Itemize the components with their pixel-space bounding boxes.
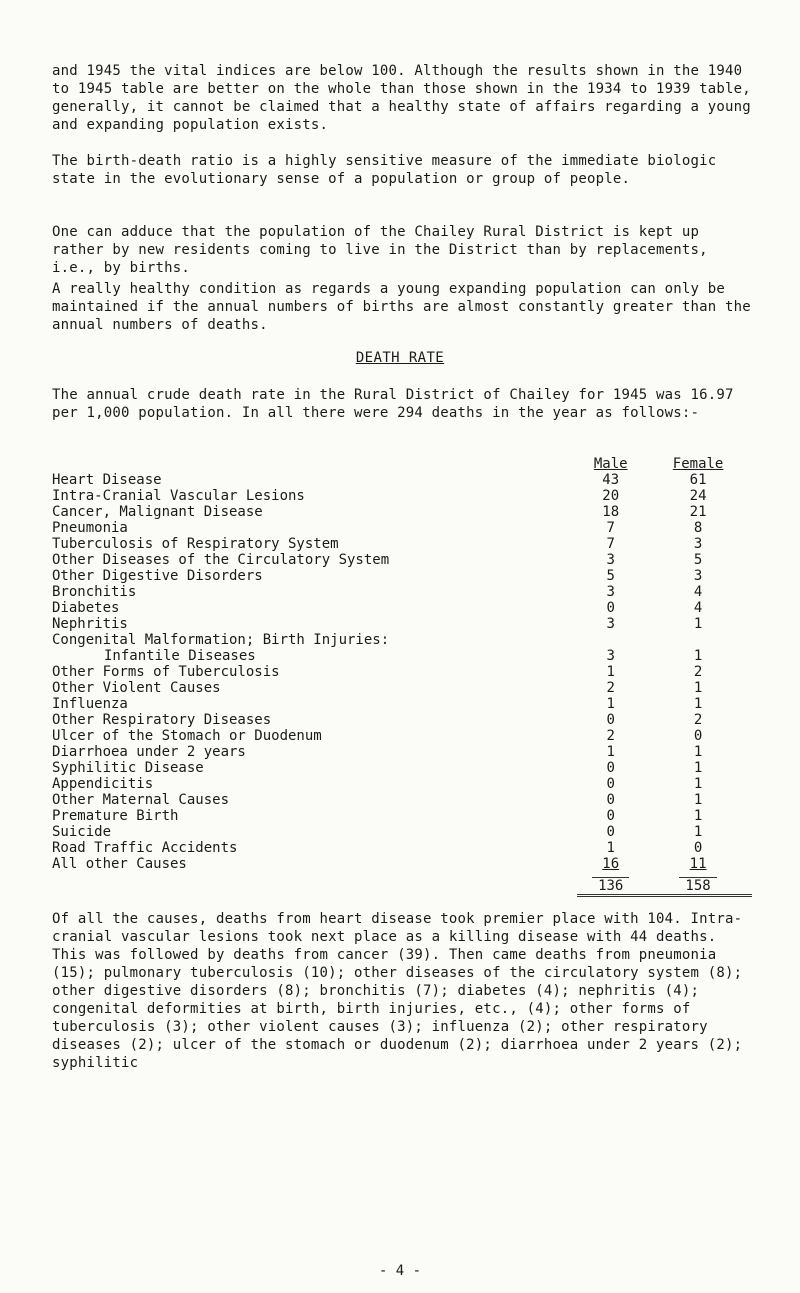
total-male-value: 136 (592, 877, 629, 894)
paragraph-birth-death-ratio: The birth-death ratio is a highly sensitive measure of the immediate biologic state in the evolutionary sense of a population or group of people. (52, 153, 726, 187)
female-cell (644, 840, 752, 856)
cause-cell-text: Other Diseases of the Circulatory System (52, 552, 390, 568)
male-cell-text: 1 (606, 664, 615, 680)
female-cell (644, 824, 752, 840)
male-cell-text: 7 (606, 520, 615, 536)
total-female (644, 872, 752, 896)
cause-cell-text: Diarrhoea under 2 years (52, 744, 246, 760)
male-cell (577, 600, 644, 616)
cause-cell-text: Other Violent Causes (52, 680, 221, 696)
male-cell (577, 808, 644, 824)
cause-cell-text: Suicide (52, 824, 112, 840)
female-cell-text: 1 (693, 824, 703, 840)
female-cell (644, 632, 752, 648)
cause-cell-text: Nephritis (52, 616, 128, 632)
male-cell (577, 536, 644, 552)
cause-cell (52, 856, 577, 872)
male-cell (577, 840, 644, 856)
male-cell-text: 0 (606, 712, 615, 728)
cause-cell (52, 616, 577, 632)
table-row (52, 584, 752, 600)
table-row (52, 600, 752, 616)
cause-cell (52, 552, 577, 568)
cause-cell (52, 584, 577, 600)
female-cell (644, 504, 752, 520)
table-row (52, 760, 752, 776)
female-cell-text: 1 (693, 648, 703, 664)
male-cell-text: 0 (606, 808, 615, 824)
female-cell-text: 1 (693, 744, 703, 760)
cause-cell-text: Pneumonia (52, 520, 128, 536)
cause-cell-text: Syphilitic Disease (52, 760, 204, 776)
male-cell-text: 0 (606, 760, 615, 776)
female-cell-text: 1 (693, 792, 703, 808)
header-female-label: Female (672, 456, 724, 472)
table-row (52, 808, 752, 824)
table-row (52, 664, 752, 680)
table-row (52, 840, 752, 856)
cause-cell-text: Ulcer of the Stomach or Duodenum (52, 728, 322, 744)
total-male (577, 872, 644, 896)
female-cell-text: 11 (689, 856, 707, 872)
cause-cell (52, 824, 577, 840)
cause-cell (52, 504, 577, 520)
male-cell (577, 680, 644, 696)
cause-cell-text: Appendicitis (52, 776, 154, 792)
table-row (52, 472, 752, 488)
female-cell-text: 1 (693, 808, 703, 824)
table-row (52, 744, 752, 760)
female-cell-text: 0 (693, 840, 703, 856)
female-cell (644, 472, 752, 488)
totals-row (52, 872, 752, 896)
header-male (577, 456, 644, 472)
male-cell (577, 776, 644, 792)
cause-cell (52, 680, 577, 696)
male-cell-text: 3 (606, 648, 615, 664)
table-row (52, 792, 752, 808)
section-heading-text: DEATH RATE (355, 350, 445, 366)
table-row (52, 728, 752, 744)
female-cell (644, 712, 752, 728)
male-cell (577, 632, 644, 648)
cause-cell (52, 696, 577, 712)
cause-cell (52, 712, 577, 728)
male-cell (577, 552, 644, 568)
male-cell (577, 648, 644, 664)
male-cell (577, 696, 644, 712)
table-header-row (52, 456, 752, 472)
cause-cell-text: Diabetes (52, 600, 120, 616)
cause-cell-text: Cancer, Malignant Disease (52, 504, 263, 520)
female-cell-text: 1 (693, 776, 703, 792)
cause-cell (52, 728, 577, 744)
male-cell (577, 616, 644, 632)
male-cell-text: 0 (606, 776, 615, 792)
cause-cell (52, 776, 577, 792)
table-row (52, 488, 752, 504)
cause-cell-text: All other Causes (52, 856, 187, 872)
totals-label (52, 872, 577, 896)
female-cell (644, 600, 752, 616)
male-cell (577, 744, 644, 760)
paragraph-causes-summary: Of all the causes, deaths from heart disease took premier place with 104. Intra-cranial vascular lesions took next place as a killing disease with 44 deaths. This was followed by deaths from cancer (39). Then came deaths from pneumonia (15); pulmonary tuberculosis (10); other diseases of the circulatory system (8); other digestive disorders (8); bronchitis (7); diabetes (4); nephritis (4); congenital deformities at birth, birth injuries, etc., (4); other forms of tuberculosis (3); other violent causes (3); influenza (2); other respiratory diseases (2); ulcer of the stomach or duodenum (2); diarrhoea under 2 years (2); syphilitic (52, 911, 751, 1071)
header-cause (52, 456, 577, 472)
table-row (52, 520, 752, 536)
male-cell-text: 18 (602, 504, 620, 520)
page-number: - 4 - (378, 1263, 422, 1279)
female-cell (644, 856, 752, 872)
cause-cell (52, 792, 577, 808)
table-row (52, 648, 752, 664)
male-cell-text: 1 (606, 840, 615, 856)
female-cell (644, 792, 752, 808)
female-cell-text: 4 (693, 584, 703, 600)
cause-cell-text: Tuberculosis of Respiratory System (52, 536, 339, 552)
male-cell-text: 3 (606, 584, 615, 600)
male-cell-text: 5 (606, 568, 615, 584)
female-cell-text: 3 (693, 536, 703, 552)
paragraph-vital-indices: and 1945 the vital indices are below 100. Although the results shown in the 1940 to 1945 table are better on the whole than those shown in the 1934 to 1939 table, generally, it cannot be claimed that a healthy state of affairs regarding a young and expanding population exists. (52, 63, 760, 133)
cause-cell (52, 568, 577, 584)
female-cell (644, 808, 752, 824)
male-cell (577, 504, 644, 520)
cause-cell-text: Other Digestive Disorders (52, 568, 263, 584)
female-cell (644, 520, 752, 536)
cause-cell (52, 648, 577, 664)
female-cell-text: 1 (693, 680, 703, 696)
female-cell-text: 1 (693, 616, 703, 632)
female-cell-text: 21 (689, 504, 707, 520)
male-cell (577, 584, 644, 600)
cause-cell-text: Congenital Malformation; Birth Injuries: (52, 632, 390, 648)
cause-cell-text: Other Respiratory Diseases (52, 712, 272, 728)
male-cell-text: 7 (606, 536, 615, 552)
cause-cell-text: Other Forms of Tuberculosis (52, 664, 280, 680)
cause-cell-text: Infantile Diseases (104, 648, 256, 664)
paragraph-death-rate: The annual crude death rate in the Rural District of Chailey for 1945 was 16.97 per 1,000 population. In all there were 294 deaths in the year as follows:- (52, 387, 743, 421)
table-row (52, 696, 752, 712)
table-row (52, 632, 752, 648)
table-row (52, 616, 752, 632)
table-row (52, 824, 752, 840)
male-cell-text: 16 (602, 856, 620, 872)
male-cell (577, 728, 644, 744)
female-cell (644, 776, 752, 792)
header-male-label: Male (593, 456, 628, 472)
cause-cell-text: Road Traffic Accidents (52, 840, 238, 856)
male-cell (577, 520, 644, 536)
paragraph-population: One can adduce that the population of the Chailey Rural District is kept up rather by new residents coming to live in the District than by replacements, i.e., by births. (52, 224, 717, 276)
male-cell (577, 824, 644, 840)
female-cell-text: 8 (693, 520, 703, 536)
cause-cell (52, 600, 577, 616)
deaths-table (52, 456, 752, 897)
male-cell-text: 0 (606, 600, 615, 616)
cause-cell (52, 472, 577, 488)
cause-cell (52, 632, 577, 648)
section-heading (0, 350, 800, 366)
female-cell (644, 616, 752, 632)
female-cell (644, 536, 752, 552)
total-female-value: 158 (679, 877, 716, 894)
cause-cell (52, 536, 577, 552)
cause-cell-text: Heart Disease (52, 472, 162, 488)
female-cell (644, 648, 752, 664)
table-row (52, 680, 752, 696)
cause-cell-text: Intra-Cranial Vascular Lesions (52, 488, 305, 504)
table-row (52, 504, 752, 520)
female-cell (644, 552, 752, 568)
male-cell (577, 856, 644, 872)
female-cell (644, 488, 752, 504)
male-cell (577, 488, 644, 504)
male-cell (577, 472, 644, 488)
female-cell (644, 584, 752, 600)
table-row (52, 552, 752, 568)
male-cell-text: 3 (606, 552, 615, 568)
male-cell (577, 664, 644, 680)
male-cell-text: 1 (606, 696, 615, 712)
female-cell (644, 664, 752, 680)
male-cell-text: 0 (606, 792, 615, 808)
cause-cell (52, 488, 577, 504)
cause-cell (52, 664, 577, 680)
female-cell (644, 728, 752, 744)
cause-cell (52, 760, 577, 776)
cause-cell-text: Influenza (52, 696, 128, 712)
female-cell-text: 0 (693, 728, 703, 744)
female-cell-text: 3 (693, 568, 703, 584)
cause-cell-text: Other Maternal Causes (52, 792, 230, 808)
header-female (644, 456, 752, 472)
female-cell-text: 5 (693, 552, 703, 568)
table-row (52, 712, 752, 728)
table-row (52, 856, 752, 872)
female-cell (644, 760, 752, 776)
paragraph-healthy-condition: A really healthy condition as regards a young expanding population can only be maintained if the annual numbers of births are almost constantly greater than the annual numbers of deaths. (52, 281, 760, 333)
cause-cell (52, 808, 577, 824)
male-cell-text: 43 (602, 472, 620, 488)
cause-cell (52, 520, 577, 536)
male-cell (577, 568, 644, 584)
female-cell-text: 1 (693, 760, 703, 776)
female-cell (644, 568, 752, 584)
table-row (52, 536, 752, 552)
male-cell-text: 2 (606, 680, 615, 696)
female-cell-text: 61 (689, 472, 707, 488)
male-cell (577, 760, 644, 776)
cause-cell-text: Premature Birth (52, 808, 179, 824)
male-cell-text: 0 (606, 824, 615, 840)
table-row (52, 568, 752, 584)
female-cell-text: 24 (689, 488, 707, 504)
female-cell (644, 696, 752, 712)
male-cell-text: 20 (602, 488, 620, 504)
female-cell (644, 680, 752, 696)
cause-cell (52, 744, 577, 760)
male-cell-text: 1 (606, 744, 615, 760)
female-cell-text: 2 (693, 712, 703, 728)
male-cell-text: 3 (606, 616, 615, 632)
male-cell (577, 712, 644, 728)
male-cell-text: 2 (606, 728, 615, 744)
female-cell-text: 1 (693, 696, 703, 712)
male-cell (577, 792, 644, 808)
cause-cell (52, 840, 577, 856)
cause-cell-text: Bronchitis (52, 584, 137, 600)
female-cell-text: 4 (693, 600, 703, 616)
female-cell-text: 2 (693, 664, 703, 680)
female-cell (644, 744, 752, 760)
table-row (52, 776, 752, 792)
